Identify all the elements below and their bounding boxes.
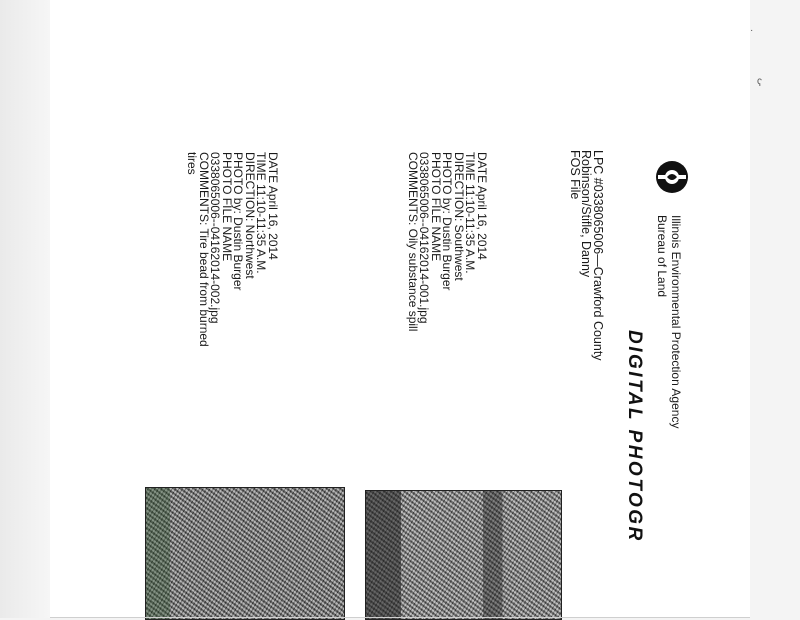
photo-2-direction: DIRECTION: Northwest <box>243 152 257 279</box>
photo-2-file-label: PHOTO FILE NAME <box>220 152 234 262</box>
site-info <box>570 150 605 361</box>
photo-1-file-label: PHOTO FILE NAME <box>429 152 443 262</box>
photo-1-direction: DIRECTION: Southwest <box>452 152 466 281</box>
agency-line-2: Bureau of Land <box>655 215 669 298</box>
scan-edge-strip <box>0 0 50 618</box>
photo-1-date: DATE April 16, 2014 <box>475 152 489 260</box>
agency-name <box>655 215 683 428</box>
photo-1-photographer: PHOTO by: Dustin Burger <box>440 152 455 291</box>
photo-2-date: DATE April 16, 2014 <box>266 152 280 260</box>
photo-2-file-name: 0338065006--04162014-002.jpg <box>208 152 223 324</box>
page-title: DIGITAL PHOTOGR <box>624 330 645 543</box>
site-file-line: FOS File <box>568 150 582 200</box>
photo-2-time: TIME 11:10-11:35 A.M. <box>254 152 269 274</box>
agency-line-1: Illinois Environmental Protection Agency <box>669 215 683 429</box>
scan-speck: · <box>750 25 754 36</box>
photo-2-comments: COMMENTS: Tire bead from burned <box>197 152 211 347</box>
photo-1-file-name: 0338065006--04162014-001.jpg <box>417 152 432 324</box>
photo-2-comments-continued: tires <box>185 152 200 175</box>
photo-1-comments: COMMENTS: Oily substance spill <box>406 152 420 332</box>
photo-2-photographer: PHOTO by: Dustin Burger <box>231 152 246 291</box>
photo-2-caption <box>186 152 278 347</box>
photo-1-time: TIME 11:10-11:35 A.M. <box>463 152 478 274</box>
site-photo-2 <box>145 487 345 620</box>
scan-speck: ʕ <box>757 78 762 89</box>
site-photo-1 <box>365 490 562 620</box>
site-lpc-line: LPC #0338065006—Crawford County <box>591 150 605 361</box>
illinois-epa-logo-icon <box>655 160 689 194</box>
photo-1-caption <box>407 152 488 331</box>
site-name-line: Robinson/Stifle, Danny <box>579 150 594 278</box>
